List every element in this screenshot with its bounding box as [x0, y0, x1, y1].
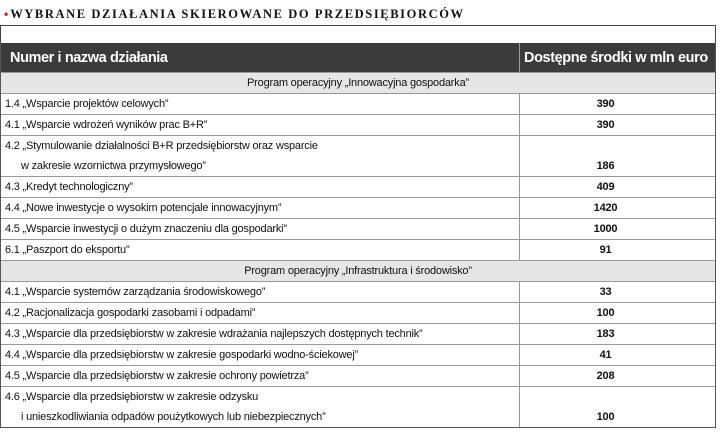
table-row	[1, 176, 715, 197]
frame-right-rule	[715, 25, 716, 43]
funds-value: 1420	[593, 202, 618, 214]
table-header	[1, 43, 715, 72]
table-row	[1, 218, 715, 239]
measure-name: 4.2 „Racjonalizacja gospodarki zasobami i odpadami”	[1, 303, 520, 323]
funds-value: 100	[596, 307, 615, 319]
table-row	[1, 323, 715, 344]
table-row	[1, 197, 715, 218]
funds-value: 390	[596, 98, 615, 110]
table-row	[1, 93, 715, 114]
header-measure-name: Numer i nazwa działania	[1, 43, 520, 72]
header-funds: Dostępne środki w mln euro	[524, 49, 708, 66]
table-row	[1, 239, 715, 260]
measures-table	[0, 43, 716, 428]
funds-value: 183	[596, 328, 615, 340]
measure-name	[1, 387, 520, 427]
section-header: Program operacyjny „Innowacyjna gospodarka”	[1, 72, 715, 93]
measure-name: 4.3 „Wsparcie dla przedsiębiorstw w zakresie wdrażania najlepszych dostępnych technik”	[1, 324, 520, 344]
table-row	[1, 281, 715, 302]
table-row	[1, 344, 715, 365]
measure-name-line: w zakresie wzornictwa przymysłowego”	[21, 160, 206, 172]
measure-name: 4.5 „Wsparcie dla przedsiębiorstw w zakresie ochrony powietrza”	[1, 366, 520, 386]
measure-name: 4.1 „Wsparcie systemów zarządzania środowiskowego”	[1, 282, 520, 302]
funds-value: 100	[596, 411, 615, 423]
section-header: Program operacyjny „Infrastruktura i środowisko”	[1, 260, 715, 281]
funds-value: 41	[599, 349, 612, 361]
bullet-icon: •	[4, 7, 9, 21]
measure-name: 6.1 „Paszport do eksportu”	[1, 240, 520, 260]
measure-name-line: i unieszkodliwiania odpadów poużytkowych lub niebezpiecznych”	[21, 411, 326, 423]
table-row	[1, 114, 715, 135]
frame-top-rule	[0, 25, 716, 26]
measure-name-line: 4.6 „Wsparcie dla przedsiębiorstw w zakresie odzysku	[5, 391, 259, 403]
measure-name: 4.4 „Nowe inwestycje o wysokim potencjale innowacyjnym”	[1, 198, 520, 218]
funds-value: 208	[596, 370, 615, 382]
measure-name: 4.5 „Wsparcie inwestycji o dużym znaczeniu dla gospodarki”	[1, 219, 520, 239]
funds-value: 390	[596, 119, 615, 131]
funds-value: 91	[599, 244, 612, 256]
measure-name-line: 4.2 „Stymulowanie działalności B+R przedsiębiorstw oraz wsparcie	[5, 140, 318, 152]
funds-value: 186	[596, 160, 615, 172]
table-row	[1, 302, 715, 323]
table-row	[1, 135, 715, 176]
funds-value: 1000	[593, 223, 618, 235]
measure-name: 4.4 „Wsparcie dla przedsiębiorstw w zakresie gospodarki wodno-ściekowej”	[1, 345, 520, 365]
table-row	[1, 386, 715, 427]
funds-value: 409	[596, 181, 615, 193]
title-text: WYBRANE DZIAŁANIA SKIEROWANE DO PRZEDSIĘBIORCÓW	[10, 6, 465, 21]
funds-value: 33	[599, 286, 612, 298]
table-row	[1, 365, 715, 386]
table-title	[4, 4, 465, 24]
measure-name: 4.3 „Kredyt technologiczny”	[1, 177, 520, 197]
measure-name: 1.4 „Wsparcie projektów celowych”	[1, 94, 520, 114]
measure-name	[1, 136, 520, 176]
measure-name: 4.1 „Wsparcie wdrożeń wyników prac B+R”	[1, 115, 520, 135]
frame-left-rule	[0, 25, 1, 43]
